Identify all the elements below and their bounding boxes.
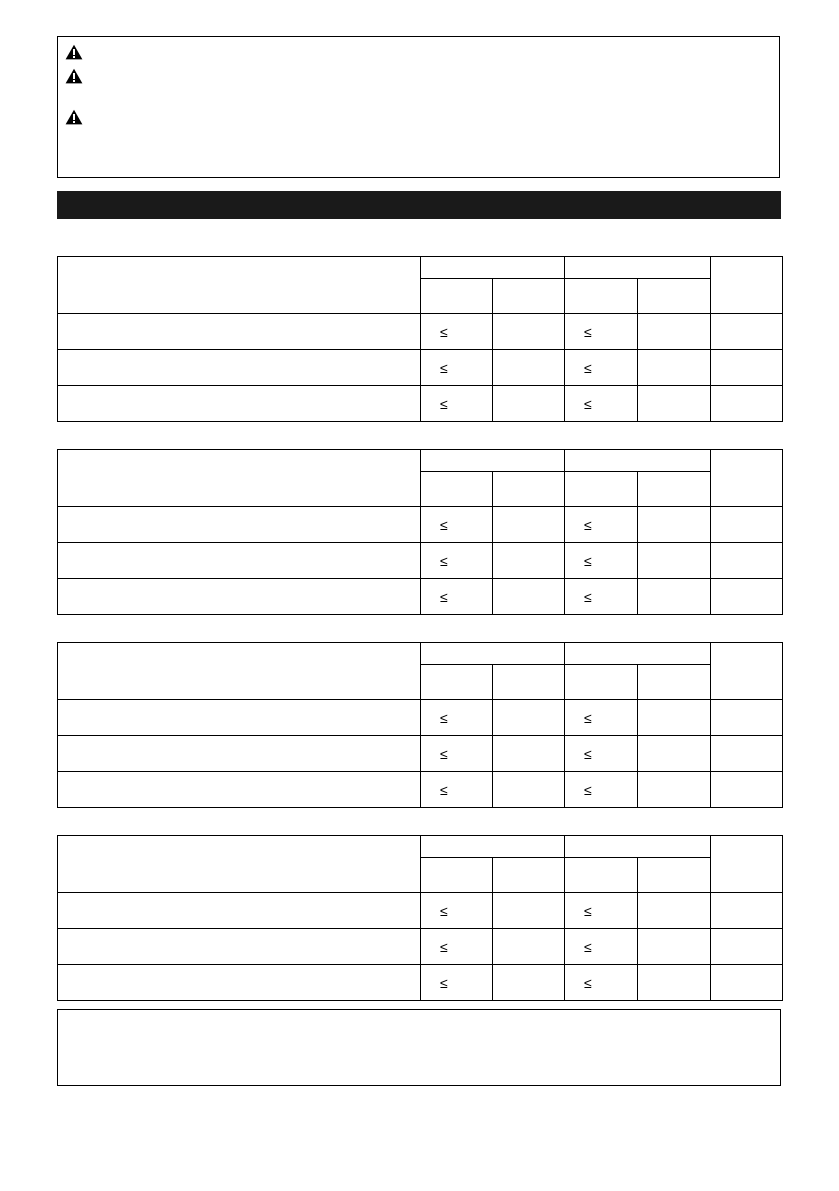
header-cell <box>58 643 421 700</box>
leq-symbol: ≤ <box>421 893 493 929</box>
subheader-cell <box>493 279 565 314</box>
table-row <box>58 350 783 386</box>
leq-symbol: ≤ <box>565 772 638 808</box>
table-row <box>58 386 783 422</box>
warning-triangle-icon <box>65 68 83 84</box>
warning-triangle-icon <box>65 44 83 60</box>
header-cell <box>711 450 783 507</box>
table-row <box>58 893 783 929</box>
subheader-cell <box>421 665 493 700</box>
warning-box <box>57 36 780 178</box>
header-cell <box>421 836 565 858</box>
vibration-table <box>57 256 783 422</box>
subheader-cell <box>421 279 493 314</box>
vibration-table <box>57 642 783 808</box>
subheader-cell <box>565 472 638 507</box>
table-row <box>58 772 783 808</box>
header-cell <box>421 450 565 472</box>
leq-symbol: ≤ <box>421 772 493 808</box>
leq-symbol: ≤ <box>565 893 638 929</box>
leq-symbol: ≤ <box>565 350 638 386</box>
leq-symbol: ≤ <box>421 579 493 615</box>
leq-symbol: ≤ <box>421 314 493 350</box>
leq-symbol: ≤ <box>565 507 638 543</box>
vibration-table <box>57 449 783 615</box>
leq-symbol: ≤ <box>565 314 638 350</box>
subheader-cell <box>638 472 711 507</box>
leq-symbol: ≤ <box>421 507 493 543</box>
subheader-cell <box>638 665 711 700</box>
header-cell <box>565 450 711 472</box>
subheader-cell <box>565 665 638 700</box>
leq-symbol: ≤ <box>565 965 638 1001</box>
leq-symbol: ≤ <box>565 929 638 965</box>
table-row <box>58 579 783 615</box>
subheader-cell <box>421 472 493 507</box>
header-cell <box>565 643 711 665</box>
leq-symbol: ≤ <box>421 929 493 965</box>
subheader-cell <box>565 858 638 893</box>
leq-symbol: ≤ <box>565 736 638 772</box>
vibration-table <box>57 835 783 1001</box>
table-row <box>58 736 783 772</box>
subheader-cell <box>638 858 711 893</box>
warning-triangle-icon <box>65 109 83 125</box>
header-cell <box>565 836 711 858</box>
subheader-cell <box>493 858 565 893</box>
leq-symbol: ≤ <box>421 386 493 422</box>
header-cell <box>58 836 421 893</box>
leq-symbol: ≤ <box>565 386 638 422</box>
table-row <box>58 543 783 579</box>
leq-symbol: ≤ <box>421 965 493 1001</box>
table-row <box>58 314 783 350</box>
section-header-bar <box>57 191 781 219</box>
leq-symbol: ≤ <box>565 700 638 736</box>
header-cell <box>711 643 783 700</box>
table-row <box>58 700 783 736</box>
subheader-cell <box>421 858 493 893</box>
header-cell <box>58 257 421 314</box>
leq-symbol: ≤ <box>565 579 638 615</box>
subheader-cell <box>493 665 565 700</box>
header-cell <box>565 257 711 279</box>
header-cell <box>711 257 783 314</box>
note-box <box>57 1009 781 1086</box>
leq-symbol: ≤ <box>421 543 493 579</box>
leq-symbol: ≤ <box>421 736 493 772</box>
table-row <box>58 929 783 965</box>
table-row <box>58 965 783 1001</box>
header-cell <box>421 257 565 279</box>
table-row <box>58 507 783 543</box>
subheader-cell <box>493 472 565 507</box>
header-cell <box>421 643 565 665</box>
subheader-cell <box>565 279 638 314</box>
leq-symbol: ≤ <box>421 700 493 736</box>
header-cell <box>711 836 783 893</box>
subheader-cell <box>638 279 711 314</box>
leq-symbol: ≤ <box>565 543 638 579</box>
header-cell <box>58 450 421 507</box>
leq-symbol: ≤ <box>421 350 493 386</box>
